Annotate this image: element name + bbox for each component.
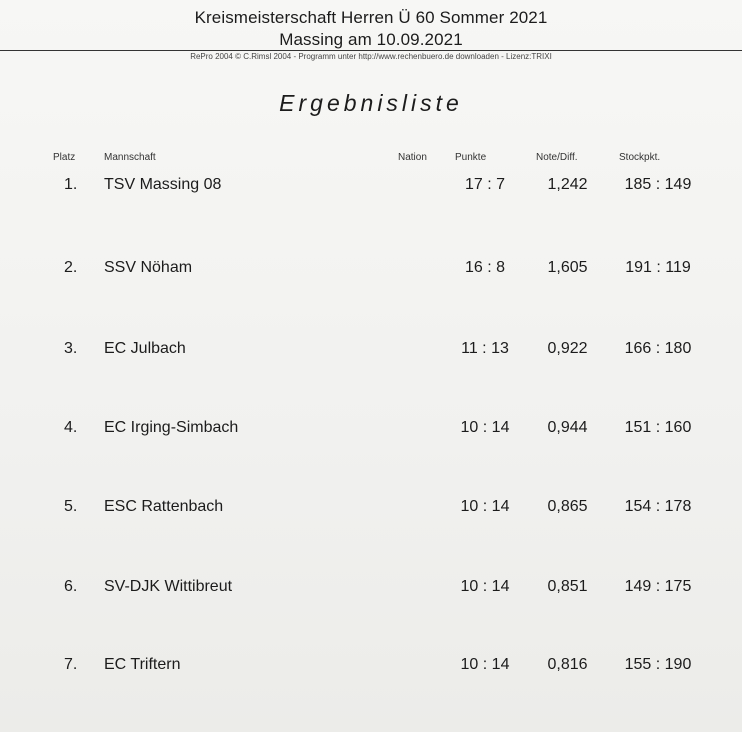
competition-date-location: Massing am 10.09.2021 bbox=[279, 30, 463, 49]
points: 16 : 8 bbox=[464, 259, 506, 276]
stock-points: 166 : 180 bbox=[624, 340, 692, 357]
column-header-mannschaft: Mannschaft bbox=[104, 152, 156, 163]
column-header-platz: Platz bbox=[53, 152, 76, 163]
column-header-punkte: Punkte bbox=[455, 152, 487, 163]
rank: 5. bbox=[64, 498, 78, 515]
points: 10 : 14 bbox=[460, 498, 510, 515]
team-name: SSV Nöham bbox=[104, 259, 193, 276]
software-credit: RePro 2004 © C.Rimsl 2004 - Programm unter http://www.rechenbuero.de downloaden - Lizenz:TRIXI bbox=[190, 52, 552, 61]
note-diff: 0,816 bbox=[547, 656, 588, 673]
stock-points: 149 : 175 bbox=[624, 578, 692, 595]
column-header-stockpkt: Stockpkt. bbox=[619, 152, 661, 163]
table-row bbox=[0, 340, 742, 366]
team-name: EC Irging-Simbach bbox=[104, 419, 239, 436]
competition-title: Kreismeisterschaft Herren Ü 60 Sommer 2021 bbox=[194, 8, 548, 27]
team-name: ESC Rattenbach bbox=[104, 498, 224, 515]
note-diff: 0,922 bbox=[547, 340, 588, 357]
rank: 4. bbox=[64, 419, 78, 436]
stock-points: 151 : 160 bbox=[624, 419, 692, 436]
page-title: Ergebnisliste bbox=[279, 90, 463, 116]
rank: 3. bbox=[64, 340, 78, 357]
header-divider bbox=[0, 50, 742, 51]
team-name: SV-DJK Wittibreut bbox=[104, 578, 233, 595]
points: 10 : 14 bbox=[460, 656, 510, 673]
stock-points: 191 : 119 bbox=[625, 259, 691, 276]
column-header-note: Note/Diff. bbox=[536, 152, 578, 163]
table-row bbox=[0, 578, 742, 604]
column-header-nation: Nation bbox=[398, 152, 427, 163]
rank: 2. bbox=[64, 259, 78, 276]
note-diff: 1,242 bbox=[547, 176, 588, 193]
points: 11 : 13 bbox=[461, 340, 509, 357]
note-diff: 0,851 bbox=[547, 578, 588, 595]
rank: 7. bbox=[64, 656, 78, 673]
table-row bbox=[0, 176, 742, 202]
rank: 6. bbox=[64, 578, 78, 595]
note-diff: 0,944 bbox=[547, 419, 588, 436]
team-name: TSV Massing 08 bbox=[104, 176, 222, 193]
points: 10 : 14 bbox=[460, 419, 510, 436]
note-diff: 0,865 bbox=[547, 498, 588, 515]
table-row bbox=[0, 419, 742, 445]
points: 10 : 14 bbox=[460, 578, 510, 595]
rank: 1. bbox=[64, 176, 78, 193]
team-name: EC Triftern bbox=[104, 656, 181, 673]
stock-points: 154 : 178 bbox=[624, 498, 692, 515]
table-row bbox=[0, 259, 742, 285]
team-name: EC Julbach bbox=[104, 340, 186, 357]
table-row bbox=[0, 498, 742, 524]
points: 17 : 7 bbox=[464, 176, 506, 193]
stock-points: 155 : 190 bbox=[624, 656, 692, 673]
table-row bbox=[0, 656, 742, 682]
stock-points: 185 : 149 bbox=[624, 176, 692, 193]
note-diff: 1,605 bbox=[547, 259, 588, 276]
